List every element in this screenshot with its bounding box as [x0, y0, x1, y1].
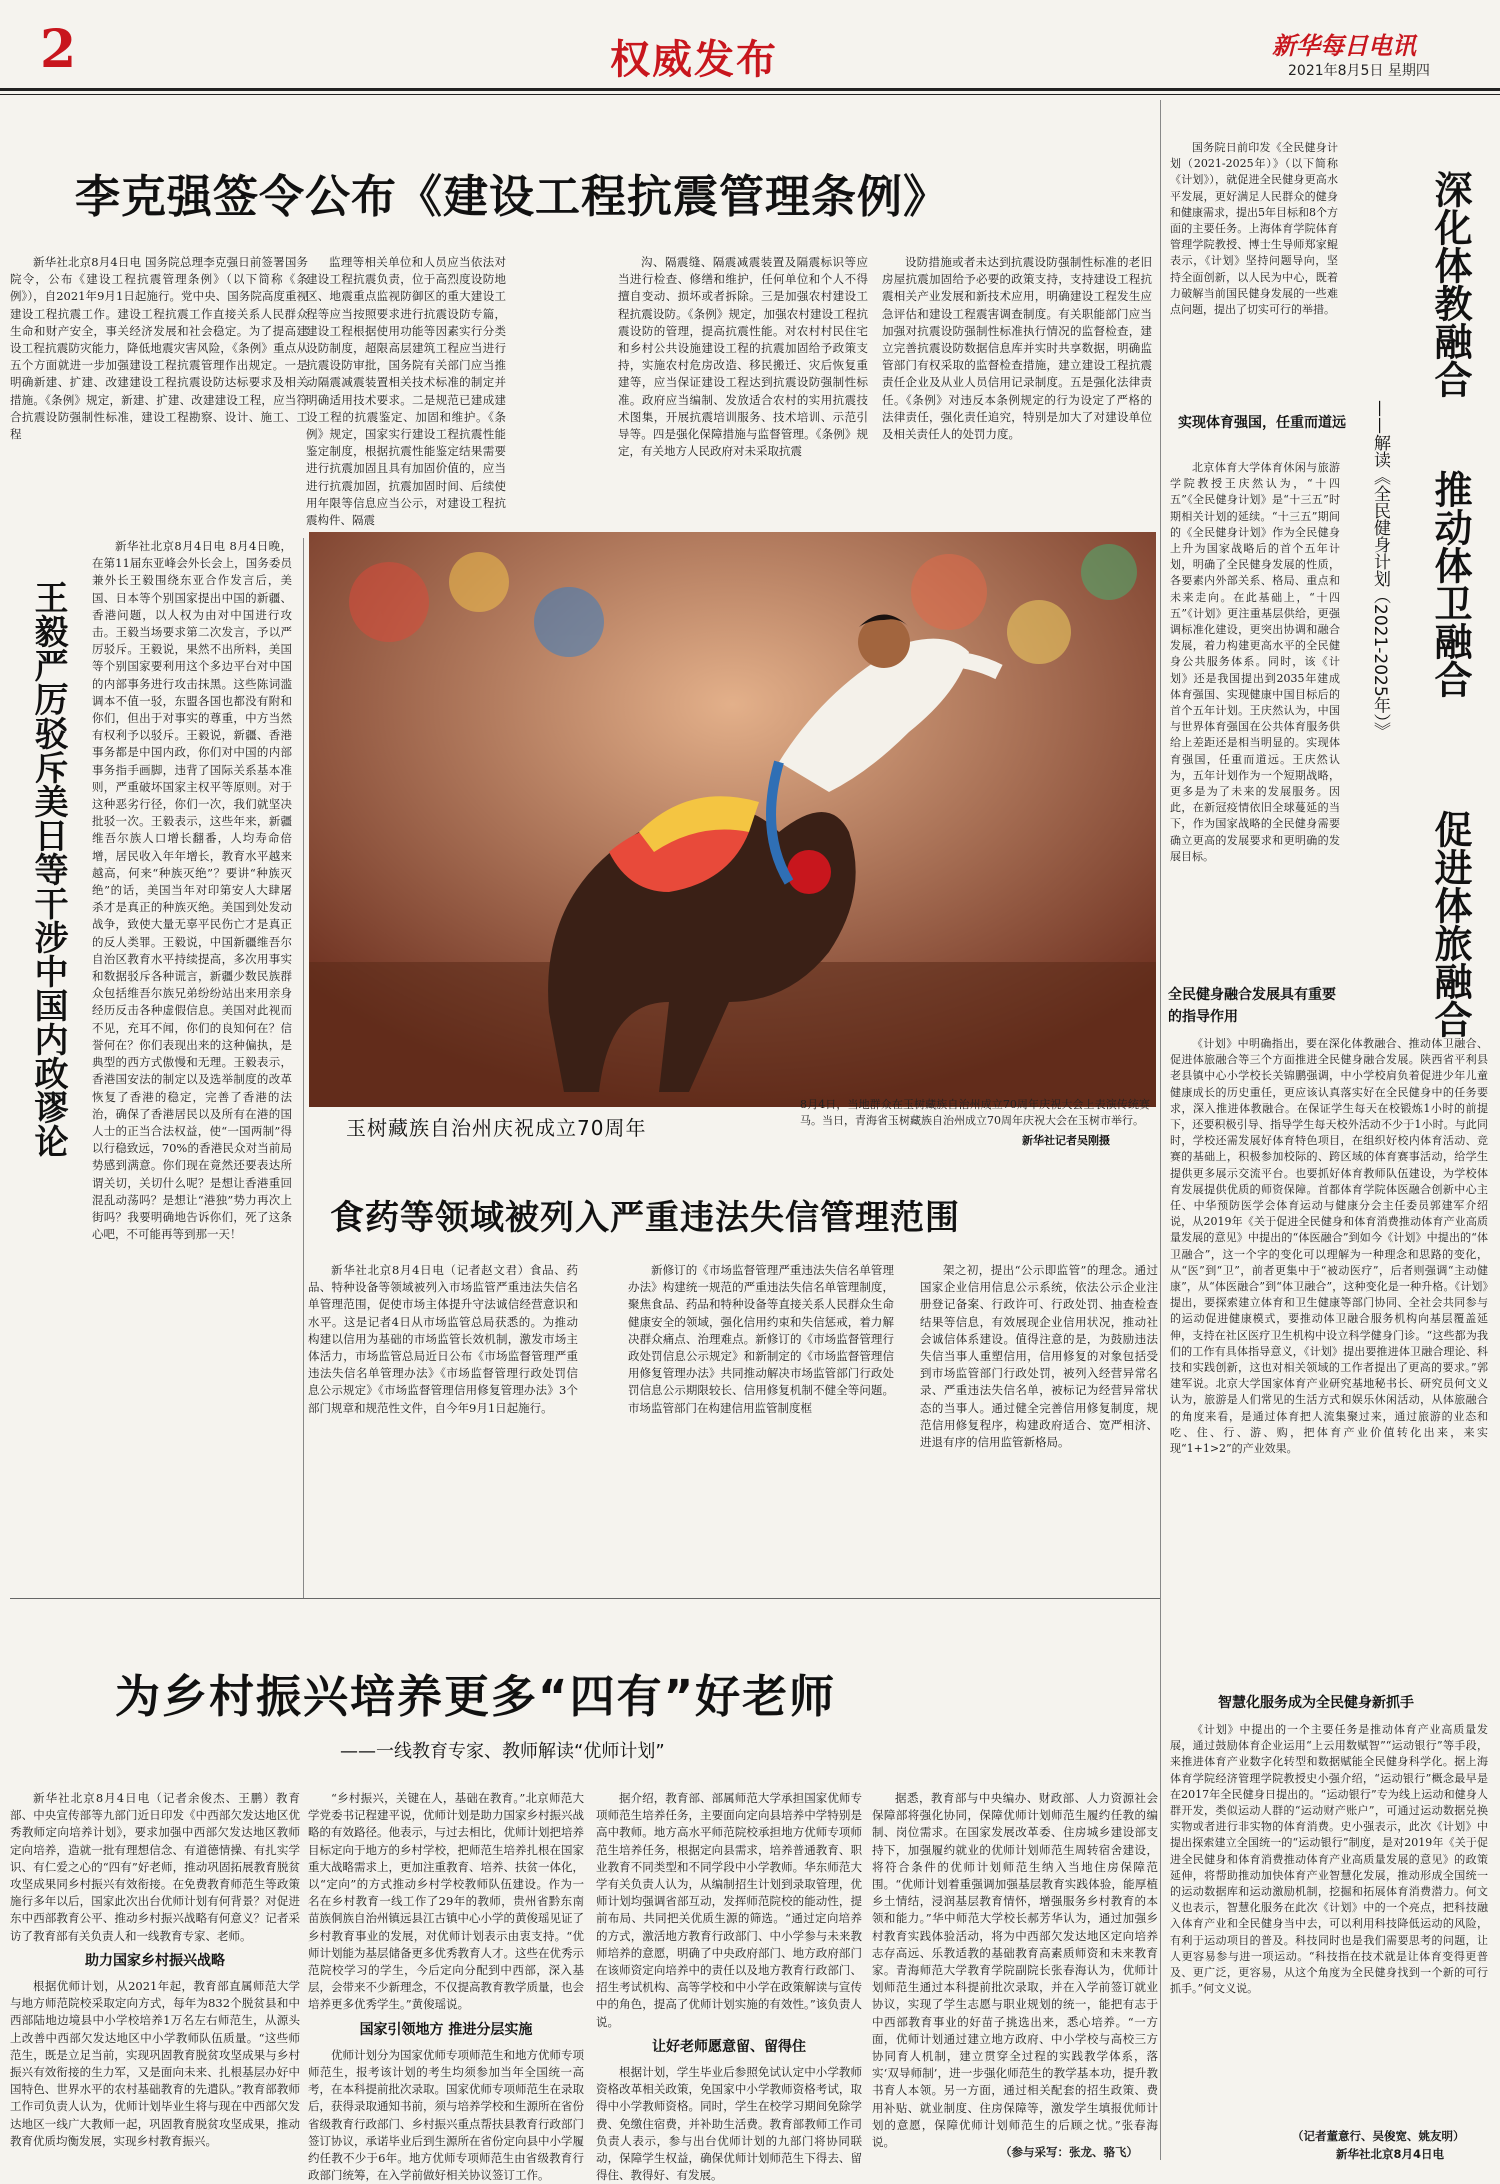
article4-credit: （参与采写：张龙、骆飞）	[1000, 2145, 1138, 2159]
article5-body3: 《计划》中提出的一个主要任务是推动体育产业高质量发展，通过鼓励体育企业运用“上云用数赋智”“运动银行”等手段，来推进体育产业数字化转型和数据赋能全民健身科学化。据上海体育学院经济管理学院教授史小强介绍，“运动银行”概念最早是在2017年全民健身日提出的。“运动银行”专为线上运动和健身人群开发，类似运动人群的“运动财产账户”，可通过运动数据兑换实物或者进行非实物的体育消费。史小强表示，此次《计划》中提出探索建立全国统一的“运动银行”制度，是对2019年《关于促进全民健身和体育消费推动体育产业高质量发展的意见》的政策延伸，将帮助推动加快体育产业智慧化发展，推动形成全国统一的运动数据库和运动激励机制，挖掘和拓展体育消费潜力。何文义也表示，智慧化服务在此次《计划》中的一个亮点，把科技融入体育产业和全民健身当中去，可以利用科技降低运动的风险，有利于运动项目的普及。科技同时也是我们需要思考的问题，让人更容易参与进一项运动。“科技指在技术就是让体育变得更普及、更广泛，更容易，从这个角度为全民健身找到一个新的可行抓手。”何文义说。	[1170, 1723, 1488, 1996]
section-title: 权威发布	[610, 37, 778, 83]
paper-name: 新华每日电讯	[1272, 31, 1416, 60]
article5-dateline: 新华社北京8月4日电	[1336, 2147, 1445, 2161]
article4-col3-subhead: 让好老师愿意留、留得住	[652, 2038, 806, 2055]
article5-headline-line2: 推动体卫融合	[1428, 470, 1472, 698]
article4-col1-subhead: 助力国家乡村振兴战略	[85, 1952, 225, 1969]
right-column-divider	[1160, 100, 1161, 2160]
article3-col1: 新华社北京8月4日电（记者赵文君）食品、药品、特种设备等领域被列入市场监管严重违法失信名单管理范围，促使市场主体提升守法诚信经营意识和水平。这是记者4日从市场监管总局获悉的。为推动构建以信用为基础的市场监管长效机制，激发市场主体活力，市场监管总局近日公布《市场监督管理严重违法失信名单管理办法》《市场监督管理行政处罚信息公示规定》《市场监督管理信用修复管理办法》3个部门规章和规范性文件，自今年9月1日起施行。	[308, 1263, 578, 1415]
article4-col2-subhead: 国家引领地方 推进分层实施	[359, 2021, 533, 2038]
article5-subhead2: 全民健身融合发展具有重要的指导作用	[1168, 987, 1336, 1025]
article5-body1: 北京体育大学体育休闲与旅游学院教授王庆然认为，“十四五”《全民健身计划》是“十三五”时期相关计划的延续。“十三五”期间的《全民健身计划》作为全民健身上升为国家战略后的首个五年计划，明确了全民健身发展的性质，各要素内外部关系、格局、重点和未来走向。在此基础上，“十四五”《计划》更注重基层供给，更强调标准化建设，更突出协调和融合发展，着力构建更高水平的全民健身公共服务体系。同时，该《计划》还是我国提出到2035年建成体育强国、实现健康中国目标后的首个五年计划。王庆然认为，中国与世界体育强国在公共体育服务供给上差距还是相当明显的。实现体育强国，任重而道远。王庆然认为，五年计划作为一个短期战略，更多是为了未来的发展服务。因此，在新冠疫情依旧全球蔓延的当下，作为国家战略的全民健身需要确立更高的发展要求和更明确的发展目标。	[1170, 461, 1340, 863]
article3-col3: 架之初，提出“公示即监管”的理念。通过国家企业信用信息公示系统，依法公示企业注册登记备案、行政许可、行政处罚、抽查检查结果等信息，有效展现企业信用状况，推动社会诚信体系建设。值得注意的是，为鼓励违法失信当事人重塑信用，信用修复的对象包括受到市场监管部门行政处罚，被列入经营异常名录、严重违法失信名单，被标记为经营异常状态的当事人。通过健全完善信用修复制度，规范信用修复程序，构建政府适合、宽严相济、进退有序的信用监管新格局。	[920, 1263, 1158, 1450]
article5-body2: 《计划》中明确指出，要在深化体教融合、推动体卫融合、促进体旅融合等三个方面推进全民健身融合发展。陕西省平利县老县镇中心小学校长关锦鹏强调，中小学校肩负着促进少年儿童健康成长的历史重任，更应该认真落实好在全民健身中的任务要求，深入推进体教融合。在保证学生每天在校锻炼1小时的前提下，还要积极引导、指导学生每天校外活动不少于1小时。与此同时，学校还需发展好体育特色项目，在组织好校内体育活动、竞赛的基础上，积极参加校际的、跨区域的体育赛事活动，给学生提供更多展示交流平台。也要抓好体育教师队伍建设，为学校体育发展提供优质的师资保障。首都体育学院体医融合创新中心主任、中华预防医学会体育运动与健康分会主任委员郭建军介绍说，从2019年《关于促进全民健身和体育消费推动体育产业高质量发展的意见》中提出的“体医融合”到如今《计划》中提出的“体卫融合”，这一个字的变化可以理解为一种理念和思路的变化，从“医”到“卫”，前者更集中于“被动医疗”，后者则强调“主动健康”，从“体医融合”到“体卫融合”，这种变化是一种升格。《计划》提出，要探索建立体育和卫生健康等部门协同、全社会共同参与的运动促进健康模式，要推动体卫融合服务机构向基层覆盖延伸，支持在社区医疗卫生机构中设立科学健身门诊。“这些都为我们的工作有具体指导意义，《计划》提出要推进体卫融合理论、科技和实践创新，这也对相关领域的工作者提出了更高的要求。”郭建军说。北京大学国家体育产业研究基地秘书长、研究员何文义认为，旅游是人们常见的生活方式和娱乐休闲活动，从体旅融合的角度来看，是通过体育把人流集聚过来，通过旅游的业态和吃、住、行、游、购，把体育产业价值转化出来，来实现“1+1>2”的产业效果。	[1170, 1037, 1488, 1456]
article4-headline: 为乡村振兴培养更多“四有”好老师	[115, 1670, 837, 1723]
article2-body: 新华社北京8月4日电 8月4日晚，在第11届东亚峰会外长会上，国务委员兼外长王毅围绕东亚合作发言后，美国、日本等个别国家提出中国的新疆、香港问题，以人权为由对中国进行攻击。王毅当场要求第二次发言，予以严厉驳斥。王毅说，果然不出所料，美国等个别国家要利用这个多边平台对中国的内部事务进行攻击抹黑。这些陈词滥调本不值一驳，东盟各国也都没有附和你们，但出于对事实的尊重，中方当然有权利予以驳斥。王毅说，新疆、香港事务都是中国内政，你们对中国的内部事务指手画脚，违背了国际关系基本准则，严重破坏国家主权平等原则。对于这种恶劣行径，你们一次，我们就坚决批驳一次。王毅表示，这些年来，新疆维吾尔族人口增长翻番，人均寿命倍增，居民收入年年增长，教育水平越来越高，何来“种族灭绝”？要讲“种族灭绝”的话，美国当年对印第安人大肆屠杀才是真正的种族灭绝。美国到处发动战争，致使大量无辜平民伤亡才是真正的反人类罪。王毅说，中国新疆维吾尔自治区教育水平持续提高，多次用事实和数据驳斥各种谎言，新疆少数民族群众包括维吾尔族兄弟纷纷站出来用亲身经历反击各种虚假信息。美国对此视而不见，充耳不闻，你们的良知何在？信誉何在？你们表现出来的这种偏执，是典型的西方式傲慢和无理。王毅表示，香港国安法的制定以及选举制度的改革恢复了香港的稳定，完善了香港的法治，确保了香港居民以及所有在港的国人士的正当合法权益，使“一国两制”得以行稳致远，70%的香港民众对当前局势感到满意。你们现在竟然还要表达所谓关切，关切什么呢？是想让香港重回混乱动荡吗？是想让“港独”势力再次上街吗？我要明确地告诉你们，死了这条心吧，不可能再等到那一天！	[92, 539, 292, 1242]
article5-headline-line3: 促进体旅融合	[1428, 810, 1472, 1038]
article1-col3: 沟、隔震缝、隔震减震装置及隔震标识等应当进行检查、修缮和维护，任何单位和个人不得擅自变动、损坏或者拆除。三是加强农村建设工程抗震设防。《条例》规定，加强农村建设工程抗震设防的管理，提高抗震性能。对农村村民住宅和乡村公共设施建设工程的抗震加固给予政策支持，实施农村危房改造、移民搬迁、灾后恢复重建等，应当保证建设工程达到抗震设防强制性标准。政府应当编制、发放适合农村的实用抗震技术图集，开展抗震培训服务、技术培训、示范引导等。四是强化保障措施与监督管理。《条例》规定，有关地方人民政府对未采取抗震	[618, 255, 868, 459]
article4-col2: “乡村振兴，关键在人，基础在教育。”北京师范大学党委书记程建平说，优师计划是助力国家乡村振兴战略的有效路径。他表示，与过去相比，优师计划把培养目标定向于地方的乡村学校，把师范生培养扎根在国家重大战略需求上，更加注重教育、培养、扶贫一体化，以“定向”的方式推动乡村学校教师队伍建设。作为一名在乡村教育一线工作了29年的教师，贵州省黔东南苗族侗族自治州镇远县江古镇中心小学的黄俊瑶见证了乡村教育事业的发展，对优师计划表示由衷支持。“优师计划能为基层储备更多优秀教育人才。这些在优秀示范院校学习的学生，今后定向分配到中西部，深入基层，会带来不少新理念，不仅提高教育教学质量，也会培养更多优秀学生。”黄俊瑶说。 国家引领地方 推进分层实施 优师计划分为国家优师专项师范生和地方优师专项师范生，报考该计划的考生均须参加当年全国统一高考，在本科提前批次录取。国家优师专项师范生在录取后，获得录取通知书前，须与培养学校和生源所在省份省级教育行政部门、乡村振兴重点帮扶县教育行政部门签订协议，承诺毕业后到生源所在省份定向县中小学履约任教不少于6年。地方优师专项师范生由省级教育行政部门统筹，在入学前做好相关协议签订工作。	[308, 1791, 584, 2183]
article3-headline: 食药等领域被列入严重违法失信管理范围	[330, 1198, 960, 1238]
article5-intro: 国务院日前印发《全民健身计划（2021-2025年）》（以下简称《计划》），就促进全民健身更高水平发展，更好满足人民群众的健身和健康需求，提出5年目标和8个方面的主要任务。上海体育学院体育管理学院教授、博士生导师郑家鲲表示，《计划》坚持问题导向，坚持全面创新，以人民为中心，既着力破解当前国民健身发展的一些难点问题，提出了切实可行的举措。	[1170, 141, 1338, 317]
article3-col2: 新修订的《市场监督管理严重违法失信名单管理办法》构建统一规范的严重违法失信名单管理制度，聚焦食品、药品和特种设备等直接关系人民群众生命健康安全的领域，强化信用约束和失信惩戒，着力解决群众痛点、治理难点。新修订的《市场监督管理行政处罚信息公示规定》和新制定的《市场监督管理信用修复管理办法》共同推动解决市场监管部门行政处罚信息公示期限较长、信用修复机制不健全等问题。市场监管部门在构建信用监管制度框	[628, 1263, 894, 1415]
photo-credit: 新华社记者吴刚摄	[1022, 1134, 1110, 1147]
article4-col4: 据悉，教育部与中央编办、财政部、人力资源社会保障部将强化协同，保障优师计划师范生履约任教的编制、岗位需求。在国家发展改革委、住房城乡建设部支持下，加强履约就业的优师计划师范生周转宿舍建设，将符合条件的优师计划师范生纳入当地住房保障范围。“优师计划着重强调加强基层教育实践体验，能厚植乡土情结，浸润基层教育情怀，增强服务乡村教育的本领和能力。”华中师范大学校长郝芳华认为，通过加强乡村教育实践体验活动，将为中西部欠发达地区定向培养志存高远、乐教适教的基础教育高素质师资和未来教育家。青海师范大学教育学院副院长张春海认为，优师计划师范生通过本科提前批次录取，并在入学前签订就业协议，实现了学生志愿与职业规划的统一，能把有志于中西部教育事业的好苗子挑选出来，悉心培养。“一方面，优师计划通过建立地方政府、中小学校与高校三方协同育人机制，建立贯穿全过程的实践教学体系，落实‘双导师制’，进一步强化师范生的教学基本功，提升教书育人本领。另一方面，通过相关配套的招生政策、费用补贴、就业制度、住房保障等，激发学生填报优师计划的意愿，保障优师计划师范生的后顾之忧。”张春海说。	[872, 1791, 1158, 2150]
issue-date: 2021年8月5日 星期四	[1288, 63, 1430, 79]
masthead-rule-thin	[0, 94, 1500, 95]
photo-caption: 8月4日，当地群众在玉树藏族自治州成立70周年庆祝大会上表演传统赛马。当日，青海省玉树藏族自治州成立70周年庆祝大会在玉树市举行。	[800, 1098, 1150, 1127]
article5-subhead1: 实现体育强国，任重而道远	[1178, 415, 1346, 431]
article2-divider	[303, 538, 304, 1598]
photo-illustration	[309, 532, 1156, 1107]
article5-headline-line1: 深化体教融合	[1428, 170, 1472, 398]
page-number: 2	[40, 19, 77, 80]
section-rule	[10, 1598, 1160, 1599]
article5-subhead: ——解读《全民健身计划（2021-2025年）》	[1370, 400, 1390, 740]
article4-col3: 据介绍，教育部、部属师范大学承担国家优师专项师范生培养任务，主要面向定向县培养中学特别是高中教师。地方高水平师范院校承担地方优师专项师范生培养任务，根据定向县需求，培养普通教育、职业教育不同类型和不同学段中小学教师。华东师范大学有关负责人认为，从编制招生计划到录取管理，优师计划均强调省部互动，发挥师范院校的能动性，提前布局、共同把关优质生源的筛选。“通过定向培养的方式，激活地方教育行政部门、中小学参与未来教师培养的意愿，明确了中央政府部门、地方政府部门在该师资定向培养中的责任以及地方教育行政部门、招生考试机构、高等学校和中小学在政策解读与宣传中的角色，提高了优师计划实施的有效性。”该负责人说。 让好老师愿意留、留得住 根据计划，学生毕业后参照免试认定中小学教师资格改革相关政策，免国家中小学教师资格考试，取得中小学教师资格。同时，学生在校学习期间免除学费、免缴住宿费，并补助生活费。教育部教师工作司负责人表示，参与出台优师计划的九部门将协同联动，保障学生权益，确保优师计划师范生下得去、留得住、教得好、有发展。	[596, 1791, 862, 2183]
masthead-rule	[0, 88, 1500, 91]
article4-subhead: ——一线教育专家、教师解读“优师计划”	[340, 1741, 665, 1762]
article5-credit: （记者董意行、吴俊宽、姚友明）	[1292, 2129, 1465, 2143]
article4-col1: 新华社北京8月4日电（记者余俊杰、王鹏）教育部、中央宣传部等九部门近日印发《中西部欠发达地区优秀教师定向培养计划》，要求加强中西部欠发达地区教师定向培养，造就一批有理想信念、有道德情操、有扎实学识、有仁爱之心的“四有”好老师，推动巩固拓展教育脱贫攻坚成果同乡村振兴有效衔接。在免费教育师范生等政策施行多年以后，国家此次出台优师计划有何背景？对促进东中西部教育公平、推动乡村振兴战略有何意义？记者采访了教育部有关负责人和一线教育专家、老师。 助力国家乡村振兴战略 根据优师计划，从2021年起，教育部直属师范大学与地方师范院校采取定向方式，每年为832个脱贫县和中西部陆地边境县中小学校培养1万名左右师范生，从源头上改善中西部欠发达地区中小学教师队伍质量。“这些师范生，既是立足当前，实现巩固教育脱贫攻坚成果与乡村振兴有效衔接的生力军，又是面向未来、扎根基层办好中国特色、世界水平的农村基础教育的先遣队。”教育部教师工作司负责人认为，优师计划毕业生将与现在中西部欠发达地区一线广大教师一起，巩固教育脱贫攻坚成果，推动教育优质均衡发展，实现乡村教育振兴。	[10, 1791, 300, 2148]
news-photo	[309, 532, 1156, 1107]
article1-col1: 新华社北京8月4日电 国务院总理李克强日前签署国务院令，公布《建设工程抗震管理条例》（以下简称《条例》），自2021年9月1日起施行。党中央、国务院高度重视建设工程抗震工作。建设工程抗震工作直接关系人民群众生命和财产安全，事关经济发展和社会稳定。为了提高建设工程抗震防灾能力，降低地震灾害风险，《条例》重点从五个方面就进一步加强建设工程抗震管理作出规定。一是明确新建、扩建、改建建设工程抗震设防达标要求及相关措施。《条例》规定，新建、扩建、改建建设工程，应当符合抗震设防强制性标准，建设工程勘察、设计、施工、工程	[10, 255, 308, 442]
photo-title: 玉树藏族自治州庆祝成立70周年	[346, 1116, 647, 1140]
article5-subhead3: 智慧化服务成为全民健身新抓手	[1218, 1695, 1414, 1711]
article2-headline: 王毅严厉驳斥美日等干涉中国内政谬论	[28, 580, 68, 1158]
article1-col2: 监理等相关单位和人员应当依法对建设工程抗震负责，位于高烈度设防地区、地震重点监视防御区的重大建设工程等应当按照要求进行抗震设防专篇，建设工程根据使用功能等因素实行分类设防制度，超限高层建筑工程应当进行抗震设防审批，国务院有关部门应当推动隔震减震装置相关技术标准的制定并明确适用技术要求。二是规范已建成建设工程的抗震鉴定、加固和维护。《条例》规定，国家实行建设工程抗震性能鉴定制度，根据抗震性能鉴定结果需要进行抗震加固且具有加固价值的，应当进行抗震加固，抗震加固时间、后续使用年限等信息应当公示，对建设工程抗震构件、隔震	[306, 255, 506, 528]
article1-col4: 设防措施或者未达到抗震设防强制性标准的老旧房屋抗震加固给予必要的政策支持，支持建设工程抗震相关产业发展和新技术应用，明确建设工程发生应急评估和建设工程震害调查制度。有关职能部门应当加强对抗震设防强制性标准执行情况的监督检查，建立完善抗震设防数据信息库并实时共享数据，明确监管部门有权采取的监督检查措施，建立建设工程抗震责任企业及从业人员信用记录制度。五是强化法律责任。《条例》对违反本条例规定的行为设定了严格的法律责任，强化责任追究，特别是加大了对建设单位及相关责任人的处罚力度。	[882, 255, 1152, 442]
article1-headline: 李克强签令公布《建设工程抗震管理条例》	[75, 170, 950, 223]
